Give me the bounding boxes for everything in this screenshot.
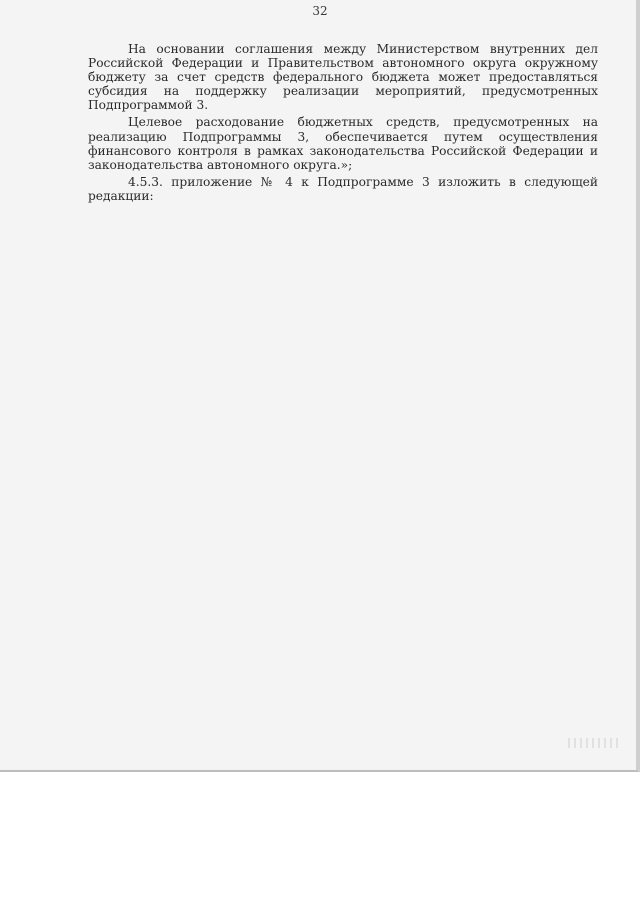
- text-line: законодательства автономного округа.»;: [88, 157, 353, 172]
- text-line: Подпрограммой 3.: [88, 98, 209, 113]
- text-line: субсидия на поддержку реализации мероприятий, предусмотренных: [88, 84, 598, 99]
- text-line: 4.5.3. приложение № 4 к Подпрограмме 3 изложить в следующей: [128, 174, 598, 189]
- paragraph-subsidy: [88, 42, 598, 112]
- text-line: На основании соглашения между Министерством внутренних дел: [128, 42, 598, 56]
- scan-artifact: [568, 738, 618, 748]
- document-body: [88, 42, 598, 203]
- page-number: 32: [312, 4, 328, 18]
- text-line: бюджету за счет средств федерального бюджета может предоставляться: [88, 70, 598, 85]
- text-line: реализацию Подпрограммы 3, обеспечивается путем осуществления: [88, 129, 598, 144]
- text-line: финансового контроля в рамках законодательства Российской Федерации и: [88, 143, 598, 158]
- paragraph-appendix: [88, 175, 598, 203]
- paragraph-control: [88, 115, 598, 171]
- text-line: Российской Федерации и Правительством автономного округа окружному: [88, 56, 598, 71]
- text-line: Целевое расходование бюджетных средств, предусмотренных на: [128, 115, 598, 130]
- text-line: редакции:: [88, 188, 154, 203]
